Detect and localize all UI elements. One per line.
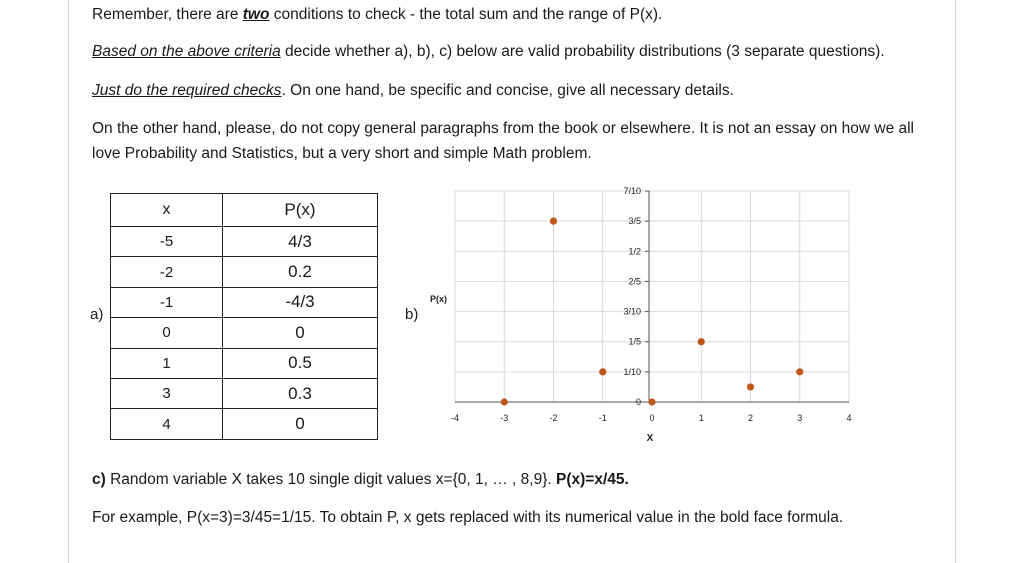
part-b-label: b): [405, 306, 419, 323]
x-tick-label: 2: [747, 413, 754, 423]
header-x: x: [111, 194, 223, 227]
y-tick-label: 1/10: [623, 366, 641, 377]
cell-x: 1: [111, 348, 223, 378]
y-tick-label: 1/5: [628, 336, 641, 347]
cell-px: -4/3: [223, 287, 378, 317]
probability-table-a: [110, 193, 378, 440]
x-tick-label: -3: [500, 413, 509, 423]
instruction-line-3: Just do the required checks. On one hand, be specific and concise, give all necessary details.: [92, 82, 734, 99]
y-tick-label: 3/5: [628, 216, 641, 227]
x-tick-label: -1: [598, 413, 607, 423]
part-a-label: a): [90, 306, 104, 323]
criteria-link[interactable]: Based on the above criteria: [92, 43, 281, 60]
x-tick-label: 3: [797, 413, 803, 423]
data-point: [550, 218, 557, 225]
right-border: [955, 0, 956, 563]
data-point: [698, 338, 705, 345]
x-tick-label: 4: [846, 413, 852, 423]
instruction-paragraph-4: On the other hand, please, do not copy general paragraphs from the book or elsewhere. It is not an essay on how we all love Probability and Statistics, but a very short and simple Math problem.: [92, 120, 914, 162]
y-tick-label: 7/10: [623, 186, 641, 196]
table-row: [111, 257, 378, 287]
table-row: [111, 318, 378, 348]
cell-px: 0.2: [223, 257, 378, 287]
instruction-line-1: Remember, there are two conditions to check - the total sum and the range of P(x).: [92, 6, 663, 23]
x-tick-label: -2: [549, 413, 558, 423]
required-checks-link[interactable]: Just do the required checks: [92, 82, 282, 99]
y-tick-label: 2/5: [628, 276, 641, 287]
cell-px: 0.3: [223, 378, 378, 408]
cell-x: -1: [111, 287, 223, 317]
cell-px: 0: [223, 318, 378, 348]
cell-x: -2: [111, 257, 223, 287]
data-point: [648, 398, 655, 405]
instruction-line-2: Based on the above criteria decide whether a), b), c) below are valid probability distributions (3 separate questions).: [92, 43, 885, 60]
part-c-text: c) Random variable X takes 10 single digit values x={0, 1, … , 8,9}. P(x)=x/45.: [92, 471, 629, 488]
emphasis-two: two: [242, 6, 270, 23]
table-row: [111, 378, 378, 408]
table-row: [111, 348, 378, 378]
cell-x: 4: [111, 409, 223, 439]
data-point: [796, 368, 803, 375]
x-tick-label: 1: [698, 413, 704, 423]
formula: P(x)=x/45.: [556, 471, 629, 488]
y-tick-label: 3/10: [623, 306, 641, 317]
y-tick-label: 1/2: [628, 246, 641, 257]
x-axis-label: X: [646, 433, 654, 444]
cell-x: -5: [111, 227, 223, 257]
cell-px: 0: [223, 409, 378, 439]
x-tick-label: -4: [450, 413, 460, 423]
cell-x: 3: [111, 378, 223, 408]
table-row: [111, 409, 378, 439]
left-border: [68, 0, 69, 563]
cell-px: 4/3: [223, 227, 378, 257]
part-c-label: c): [92, 471, 106, 488]
data-point: [501, 398, 508, 405]
scatter-plot-b: [428, 180, 858, 450]
header-px: P(x): [223, 194, 378, 227]
x-tick-label: 0: [649, 413, 655, 423]
data-point: [747, 383, 754, 390]
y-tick-label: 0: [635, 397, 641, 407]
example-text: For example, P(x=3)=3/45=1/15. To obtain P, x gets replaced with its numerical value in the bold face formula.: [92, 509, 844, 526]
cell-x: 0: [111, 318, 223, 348]
table-row: [111, 287, 378, 317]
cell-px: 0.5: [223, 348, 378, 378]
y-axis-label: P(x): [430, 294, 448, 304]
data-point: [599, 368, 606, 375]
table-header-row: [111, 194, 378, 227]
table-row: [111, 227, 378, 257]
